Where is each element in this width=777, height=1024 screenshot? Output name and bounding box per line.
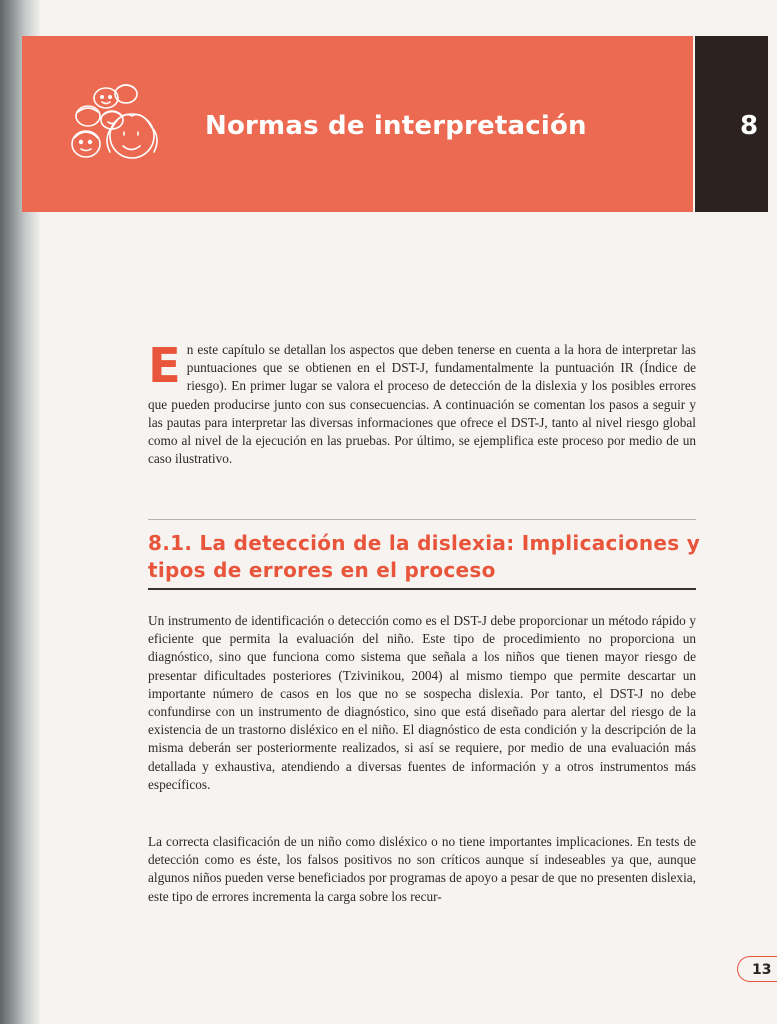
children-faces-icon — [66, 82, 162, 164]
chapter-number: 8 — [740, 111, 759, 141]
intro-text: n este capítulo se detallan los aspectos que deben tenerse en cuenta a la hora de interpretar las puntuaciones que se obtienen en el DST-J, fundamentalmente la puntuación IR (Índice de riesgo). En primer lugar se valora el proceso de detección de la dislexia y los posibles errores que pueden producirse junto con sus consecuencias. A continuación se comentan los pasos a seguir y las pautas para interpretar las diversas informaciones que ofrece el DST-J, tanto al nivel riesgo global como al nivel de la ejecución en las pruebas. Por último, se ejemplifica este proceso por medio de un caso ilustrativo. — [148, 342, 696, 467]
drop-cap: E — [148, 338, 181, 394]
section-divider-bottom — [148, 588, 696, 590]
page-number: 13 — [737, 956, 777, 982]
chapter-title: Normas de interpretación — [205, 111, 587, 141]
body-paragraph-2: La correcta clasificación de un niño como disléxico o no tiene importantes implicaciones. En tests de detección como es éste, los falsos positivos no son críticos aunque sí indeseables ya que, aunque algunos niños pueden verse beneficiados por programas de apoyo a pesar de que no presenten dislexia, este tipo de errores incrementa la carga sobre los recur- — [148, 834, 696, 904]
section-divider-top — [148, 519, 696, 520]
body-paragraph-1: Un instrumento de identificación o detección como es el DST-J debe proporcionar un método rápido y eficiente que permita la evaluación del niño. Este tipo de procedimiento no proporciona un diagnóstico, sino que funciona como sistema que señala a los niños que tienen mayor riesgo de presentar dificultades posteriores (Tzivinikou, 2004) al mismo tiempo que permite descartar un importante número de casos en los que no se sospecha dislexia. Por tanto, el DST-J no debe confundirse con un instrumento de diagnóstico, sino que está diseñado para alertar del riesgo de la existencia de un trastorno disléxico en el niño. El diagnóstico de esta condición y la descripción de la misma deberán ser posteriormente realizados, si así se requiere, por medio de una evaluación más detallada y exhaustiva, atendiendo a diversas fuentes de información y a otros instrumentos más específicos. — [148, 613, 696, 792]
section-heading: 8.1. La detección de la dislexia: Implicaciones y tipos de errores en el proceso — [148, 531, 701, 582]
intro-paragraph — [148, 338, 696, 468]
